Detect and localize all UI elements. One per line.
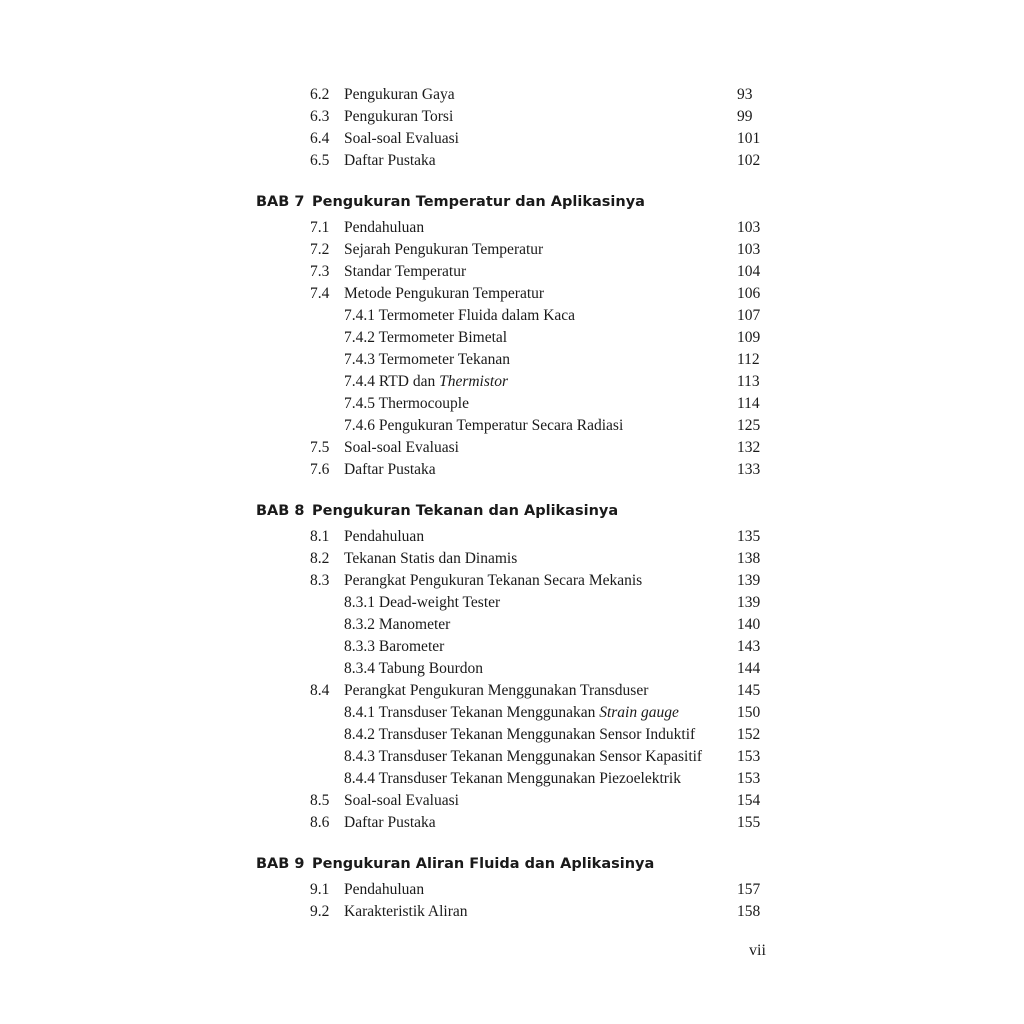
- chapter-number: BAB 9: [256, 856, 305, 872]
- toc-entry-page: 135: [737, 528, 761, 545]
- toc-entry-title-text: Perangkat Pengukuran Tekanan Secara Mekanis: [344, 572, 643, 589]
- toc-entry: [256, 570, 768, 592]
- toc-entry-title: [344, 548, 517, 570]
- toc-entry-title: [344, 879, 424, 901]
- toc-entry-title-italic: Strain gauge: [599, 704, 679, 721]
- toc-entry-number: 7.3: [310, 263, 330, 280]
- toc-entry-title: [344, 746, 702, 768]
- toc-entry-title: [344, 150, 436, 172]
- toc-entry-number: 8.3: [310, 572, 330, 589]
- toc-entry-page: 140: [737, 616, 761, 633]
- toc-entry: [256, 526, 768, 548]
- toc-entry-title: [344, 526, 424, 548]
- toc-subentry: [256, 768, 768, 790]
- table-of-contents: [256, 84, 768, 923]
- toc-entry-page: 99: [737, 108, 753, 125]
- toc-entry-title: [344, 349, 510, 371]
- toc-entry-title: [344, 702, 679, 724]
- toc-entry-page: 139: [737, 572, 761, 589]
- toc-entry: [256, 901, 768, 923]
- toc-entry-title: [344, 217, 424, 239]
- toc-entry-title-text: 7.4.6 Pengukuran Temperatur Secara Radiasi: [344, 417, 624, 434]
- toc-entry-number: 8.1: [310, 528, 330, 545]
- toc-subentry: [256, 393, 768, 415]
- toc-entry-page: 143: [737, 638, 761, 655]
- toc-entry-page: 101: [737, 130, 761, 147]
- chapter-number: BAB 7: [256, 194, 305, 210]
- toc-entry-number: 9.1: [310, 881, 330, 898]
- toc-entry-title-text: Soal-soal Evaluasi: [344, 439, 459, 456]
- chapter-number: BAB 8: [256, 503, 305, 519]
- toc-entry-title-text: 8.3.2 Manometer: [344, 616, 451, 633]
- toc-subentry: [256, 327, 768, 349]
- toc-entry: [256, 459, 768, 481]
- toc-entry-page: 103: [737, 219, 761, 236]
- chapter-heading: [256, 500, 768, 522]
- toc-entry-page: 107: [737, 307, 761, 324]
- toc-entry-page: 150: [737, 704, 761, 721]
- toc-entry: [256, 790, 768, 812]
- toc-entry: [256, 128, 768, 150]
- toc-entry-number: 8.5: [310, 792, 330, 809]
- toc-subentry: [256, 636, 768, 658]
- toc-subentry: [256, 371, 768, 393]
- chapter-title: Pengukuran Temperatur dan Aplikasinya: [312, 194, 645, 210]
- toc-entry-title-text: Sejarah Pengukuran Temperatur: [344, 241, 544, 258]
- chapter-heading: [256, 853, 768, 875]
- toc-entry-title: [344, 283, 544, 305]
- toc-entry-title-text: Daftar Pustaka: [344, 814, 436, 831]
- toc-entry-title: [344, 128, 459, 150]
- toc-entry-title: [344, 901, 468, 923]
- toc-entry-page: 153: [737, 770, 761, 787]
- toc-entry-title: [344, 768, 681, 790]
- toc-entry-title-text: Pendahuluan: [344, 881, 425, 898]
- toc-entry: [256, 239, 768, 261]
- toc-entry-page: 133: [737, 461, 761, 478]
- toc-entry-number: 6.3: [310, 108, 330, 125]
- toc-entry-title-text: Standar Temperatur: [344, 263, 467, 280]
- toc-entry-page: 157: [737, 881, 761, 898]
- toc-entry-title-text: Pengukuran Gaya: [344, 86, 455, 103]
- toc-entry: [256, 106, 768, 128]
- toc-entry-page: 132: [737, 439, 761, 456]
- toc-entry-title-text: Metode Pengukuran Temperatur: [344, 285, 545, 302]
- toc-entry: [256, 437, 768, 459]
- toc-entry: [256, 261, 768, 283]
- toc-entry-page: 112: [737, 351, 760, 368]
- toc-entry-title-text: Tekanan Statis dan Dinamis: [344, 550, 518, 567]
- toc-entry-title-text: 7.4.1 Termometer Fluida dalam Kaca: [344, 307, 576, 324]
- toc-entry: [256, 150, 768, 172]
- toc-subentry: [256, 658, 768, 680]
- toc-subentry: [256, 746, 768, 768]
- toc-entry-page: 158: [737, 903, 761, 920]
- toc-entry-title: [344, 261, 466, 283]
- toc-entry-page: 139: [737, 594, 761, 611]
- chapter-title: Pengukuran Aliran Fluida dan Aplikasinya: [312, 856, 655, 872]
- toc-entry-title-text: 8.4.3 Transduser Tekanan Menggunakan Sensor Kapasitif: [344, 748, 703, 765]
- toc-entry-page: 104: [737, 263, 761, 280]
- toc-entry-title-text: 7.4.4 RTD dan: [344, 373, 440, 390]
- toc-entry-title: [344, 459, 436, 481]
- toc-entry-title: [344, 239, 543, 261]
- toc-entry-title-text: 8.3.3 Barometer: [344, 638, 445, 655]
- toc-entry: [256, 879, 768, 901]
- toc-entry-page: 125: [737, 417, 761, 434]
- toc-entry-title-text: 8.4.2 Transduser Tekanan Menggunakan Sensor Induktif: [344, 726, 696, 743]
- toc-entry: [256, 548, 768, 570]
- toc-entry-title: [344, 680, 648, 702]
- toc-entry-page: 93: [737, 86, 753, 103]
- page-number-footer: vii: [749, 942, 766, 959]
- toc-entry-title-text: 8.4.1 Transduser Tekanan Menggunakan: [344, 704, 600, 721]
- toc-subentry: [256, 305, 768, 327]
- toc-entry-page: 109: [737, 329, 761, 346]
- toc-subentry: [256, 592, 768, 614]
- chapter-heading: [256, 191, 768, 213]
- toc-entry-number: 9.2: [310, 903, 330, 920]
- toc-entry-number: 6.4: [310, 130, 330, 147]
- toc-entry-number: 8.6: [310, 814, 330, 831]
- toc-subentry: [256, 614, 768, 636]
- toc-entry-title: [344, 371, 508, 393]
- toc-entry-page: 106: [737, 285, 761, 302]
- toc-entry-title-text: 8.3.4 Tabung Bourdon: [344, 660, 483, 677]
- toc-entry-number: 6.2: [310, 86, 330, 103]
- toc-entry-title: [344, 658, 483, 680]
- toc-entry-page: 144: [737, 660, 761, 677]
- toc-entry-title-text: 7.4.2 Termometer Bimetal: [344, 329, 508, 346]
- toc-entry-title-text: Pendahuluan: [344, 219, 425, 236]
- toc-entry: [256, 812, 768, 834]
- toc-entry-page: 138: [737, 550, 761, 567]
- toc-entry-page: 103: [737, 241, 761, 258]
- toc-entry-title: [344, 614, 450, 636]
- toc-entry-page: 113: [737, 373, 760, 390]
- toc-entry-title: [344, 305, 575, 327]
- toc-entry-page: 102: [737, 152, 761, 169]
- toc-entry-title: [344, 592, 500, 614]
- toc-entry-number: 7.2: [310, 241, 330, 258]
- toc-entry-number: 6.5: [310, 152, 330, 169]
- toc-entry-number: 7.5: [310, 439, 330, 456]
- toc-entry-title-text: Daftar Pustaka: [344, 461, 436, 478]
- toc-entry-title-text: 7.4.5 Thermocouple: [344, 395, 469, 412]
- toc-entry-title-text: Daftar Pustaka: [344, 152, 436, 169]
- toc-entry-title: [344, 106, 453, 128]
- toc-entry-title-text: Perangkat Pengukuran Menggunakan Transduser: [344, 682, 649, 699]
- toc-entry-page: 153: [737, 748, 761, 765]
- toc-entry-page: 152: [737, 726, 761, 743]
- toc-entry-title: [344, 790, 459, 812]
- toc-entry-title-text: 7.4.3 Termometer Tekanan: [344, 351, 510, 368]
- toc-subentry: [256, 349, 768, 371]
- toc-entry-title-text: Soal-soal Evaluasi: [344, 130, 459, 147]
- toc-entry: [256, 283, 768, 305]
- toc-entry-title-text: Pendahuluan: [344, 528, 425, 545]
- toc-entry-title: [344, 437, 459, 459]
- toc-subentry: [256, 724, 768, 746]
- chapter-title: Pengukuran Tekanan dan Aplikasinya: [312, 503, 619, 519]
- toc-entry-page: 145: [737, 682, 761, 699]
- toc-entry: [256, 680, 768, 702]
- toc-subentry: [256, 415, 768, 437]
- toc-subentry: [256, 702, 768, 724]
- toc-entry-title: [344, 415, 623, 437]
- toc-entry-title-text: Karakteristik Aliran: [344, 903, 468, 920]
- toc-entry-title: [344, 327, 507, 349]
- toc-entry-title: [344, 724, 695, 746]
- toc-entry-title: [344, 393, 469, 415]
- toc-entry: [256, 84, 768, 106]
- toc-entry-title-text: Soal-soal Evaluasi: [344, 792, 459, 809]
- toc-entry-title: [344, 84, 455, 106]
- toc-entry-page: 114: [737, 395, 760, 412]
- toc-entry-page: 155: [737, 814, 761, 831]
- toc-entry-number: 8.2: [310, 550, 330, 567]
- toc-entry-number: 7.1: [310, 219, 330, 236]
- toc-entry-title: [344, 636, 444, 658]
- toc-entry-number: 7.4: [310, 285, 330, 302]
- toc-entry-title: [344, 570, 642, 592]
- toc-entry-title-text: 8.3.1 Dead-weight Tester: [344, 594, 501, 611]
- toc-entry-title-text: 8.4.4 Transduser Tekanan Menggunakan Piezoelektrik: [344, 770, 681, 787]
- toc-entry-number: 8.4: [310, 682, 330, 699]
- toc-entry-number: 7.6: [310, 461, 330, 478]
- toc-entry-title-text: Pengukuran Torsi: [344, 108, 454, 125]
- toc-entry-title: [344, 812, 436, 834]
- toc-entry: [256, 217, 768, 239]
- toc-entry-title-italic: Thermistor: [439, 373, 508, 390]
- toc-entry-page: 154: [737, 792, 761, 809]
